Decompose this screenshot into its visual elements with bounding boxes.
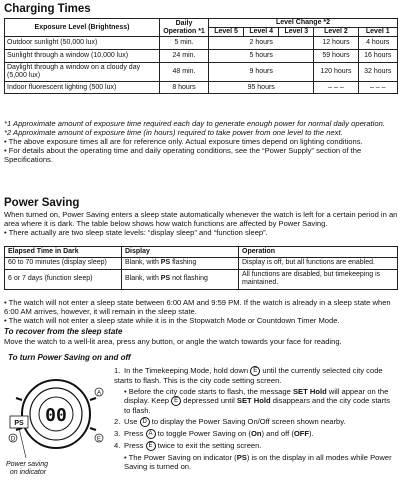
level-2-header: Level 2 xyxy=(314,28,358,37)
operation-cell: All functions are disabled, but timekeeping is maintained. xyxy=(239,269,398,289)
table-row xyxy=(5,50,398,63)
elapsed-cell: 6 or 7 days (function sleep) xyxy=(5,269,122,289)
caption-line: Power saving xyxy=(6,461,49,468)
recover-heading: To recover from the sleep state xyxy=(4,327,123,336)
level-1-cell: 32 hours xyxy=(358,63,397,82)
callout-line xyxy=(19,428,26,458)
recover-text: Move the watch to a well-lit area, press any button, or angle the watch towards your face for reading. xyxy=(4,337,342,346)
charging-notes xyxy=(4,119,398,164)
power-saving-notes xyxy=(4,298,398,325)
watch-illustration xyxy=(6,366,106,482)
footnote-2: *2 Approximate amount of exposure time (in hours) required to take power from one level to the next. xyxy=(4,128,343,137)
turn-on-off-steps xyxy=(114,366,398,473)
daily-cell: 8 hours xyxy=(160,82,209,94)
note-bullet: • For details about the operating time and daily operating conditions, see the “Power Supply” section of the Specifications. xyxy=(4,146,362,164)
power-saving-caption xyxy=(6,461,50,476)
level-2-cell: 120 hours xyxy=(314,63,358,82)
col-display: Display xyxy=(122,247,239,258)
button-e-label: E xyxy=(96,436,102,443)
button-e-icon: E xyxy=(171,396,181,406)
table-row xyxy=(5,82,398,94)
level-5-3-cell: 2 hours xyxy=(209,37,314,50)
footnote-1: *1 Approximate amount of exposure time required each day to generate enough power for normal daily operation. xyxy=(4,119,385,128)
col-level-change xyxy=(209,19,398,28)
level-5-3-cell: 95 hours xyxy=(209,82,314,94)
caption-line: on indicator xyxy=(9,469,47,476)
display-cell: Blank, with PS not flashing xyxy=(122,269,239,289)
level-1-header: Level 1 xyxy=(358,28,397,37)
level-5-header: Level 5 xyxy=(209,28,244,37)
daily-cell: 5 min. xyxy=(160,37,209,50)
button-a-label: A xyxy=(96,390,102,397)
power-saving-intro xyxy=(4,210,398,237)
table-row xyxy=(5,37,398,50)
level-5-3-cell: 5 hours xyxy=(209,50,314,63)
level-5-3-cell: 9 hours xyxy=(209,63,314,82)
power-saving-table xyxy=(4,246,398,290)
turn-on-off-heading: To turn Power Saving on and off xyxy=(8,353,131,362)
exposure-cell: Sunlight through a window (10,000 lux) xyxy=(5,50,160,63)
step-2: 2. Use D to display the Power Saving On/Off screen shown nearby. xyxy=(114,417,346,426)
note-bullet: • The watch will not enter a sleep state while it is in the Stopwatch Mode or Countdown Timer Mode. xyxy=(4,316,340,325)
level-2-cell: 12 hours xyxy=(314,37,358,50)
level-change-label: Level Change *2 xyxy=(275,19,331,26)
power-saving-title: Power Saving xyxy=(4,197,80,209)
col-daily: Daily Operation *1 xyxy=(160,19,209,37)
step-4: 4. Press E twice to exit the setting screen. xyxy=(114,441,262,450)
exposure-cell: Indoor fluorescent lighting (500 lux) xyxy=(5,82,160,94)
step-4-note: • The Power Saving on indicator (PS) is on the display in all modes while Power Saving is turned on. xyxy=(124,453,392,471)
watch-digits: 00 xyxy=(45,405,67,426)
level-4-header: Level 4 xyxy=(244,28,279,37)
daily-cell: 48 min. xyxy=(160,63,209,82)
button-d-icon: D xyxy=(140,417,150,427)
table-row xyxy=(5,63,398,82)
col-exposure: Exposure Level (Brightness) xyxy=(5,19,160,37)
level-3-header: Level 3 xyxy=(279,28,314,37)
display-cell: Blank, with PS flashing xyxy=(122,258,239,270)
table-row xyxy=(5,258,398,270)
col-elapsed: Elapsed Time in Dark xyxy=(5,247,122,258)
note-bullet: • The watch will not enter a sleep state between 6:00 AM and 9:59 PM. If the watch is already in a sleep state when 6:00 AM arrives, however, it will remain in the sleep state. xyxy=(4,298,391,316)
button-e-icon: E xyxy=(250,366,260,376)
intro-text: When turned on, Power Saving enters a sleep state automatically whenever the watch is left for a certain period in an area where it is dark. The table below shows how watch functions are affected by Power Saving. xyxy=(4,210,398,228)
daily-cell: 24 min. xyxy=(160,50,209,63)
step-3: 3. Press A to toggle Power Saving on (On) and off (OFF). xyxy=(114,429,314,438)
table-row xyxy=(5,269,398,289)
elapsed-cell: 60 to 70 minutes (display sleep) xyxy=(5,258,122,270)
level-1-cell: – – – xyxy=(358,82,397,94)
level-2-cell: 59 hours xyxy=(314,50,358,63)
button-a-icon: A xyxy=(146,429,156,439)
exposure-cell: Daylight through a window on a cloudy day (5,000 lux) xyxy=(5,63,160,82)
col-operation: Operation xyxy=(239,247,398,258)
button-e-icon: E xyxy=(146,441,156,451)
step-1: 1. In the Timekeeping Mode, hold down E until the currently selected city code starts to flash. This is the city code setting screen. xyxy=(114,366,383,385)
sleep-levels-note: • There actually are two sleep state levels: “display sleep” and “function sleep”. xyxy=(4,228,268,237)
step-1-note: • Before the city code starts to flash, the message SET Hold will appear on the display. Keep E depressed until SET Hold disappears and the city code starts to flash. xyxy=(124,387,391,415)
operation-cell: Display is off, but all functions are enabled. xyxy=(239,258,398,270)
charging-times-title: Charging Times xyxy=(4,3,91,15)
ps-indicator: PS xyxy=(14,420,24,427)
button-d-label: D xyxy=(10,436,16,443)
level-2-cell: – – – xyxy=(314,82,358,94)
exposure-cell: Outdoor sunlight (50,000 lux) xyxy=(5,37,160,50)
charging-times-table xyxy=(4,18,398,94)
level-1-cell: 4 hours xyxy=(358,37,397,50)
level-1-cell: 16 hours xyxy=(358,50,397,63)
note-bullet: • The above exposure times all are for reference only. Actual exposure times depend on lighting conditions. xyxy=(4,137,363,146)
